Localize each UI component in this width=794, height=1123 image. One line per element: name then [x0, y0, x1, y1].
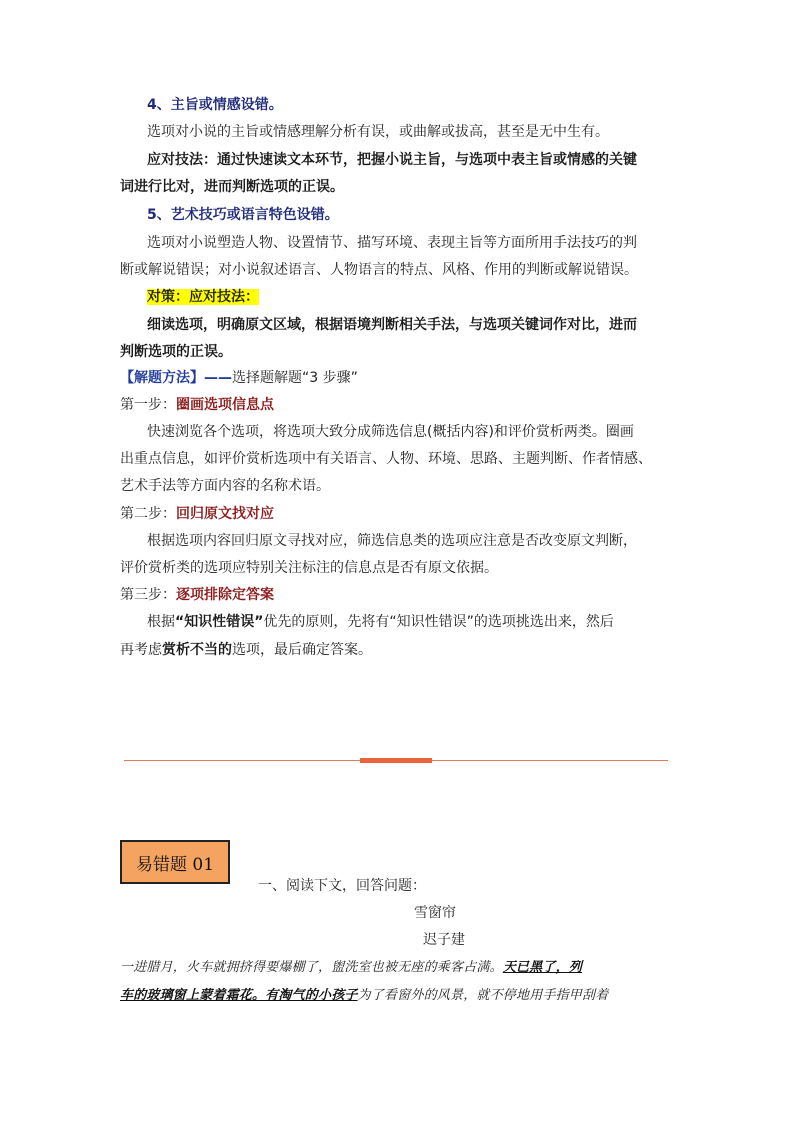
step2-line2: 评价赏析类的选项应特别关注标注的信息点是否有原文依据。	[120, 560, 498, 576]
step3-title: 逐项排除定答案	[176, 587, 274, 603]
item5-highlight: 对策：应对技法：	[147, 289, 259, 305]
story-line1-underlined: 天已黑了，列	[502, 960, 583, 975]
item5-strategy-line1: 细读选项，明确原文区域，根据语境判断相关手法，与选项关键词作对比，进而	[147, 317, 637, 333]
method-dash: ——	[204, 370, 232, 386]
step1-heading	[120, 395, 680, 415]
item5-description-line1: 选项对小说塑造人物、设置情节、描写环境、表现主旨等方面所用手法技巧的判	[147, 235, 637, 251]
item4-strategy-line1: 应对技法：通过快速读文本环节，把握小说主旨，与选项中表主旨或情感的关键	[147, 152, 637, 168]
step1-label: 第一步：	[120, 397, 176, 413]
item4-heading	[147, 95, 707, 115]
step3-line2-pre: 再考虑	[120, 642, 162, 658]
method-bracket-label: 【解题方法】	[120, 370, 204, 386]
item4-strategy-line2: 词进行比对，进而判断选项的正误。	[120, 179, 344, 195]
step2-heading	[120, 504, 680, 524]
story-line1-plain: 一进腊月，火车就拥挤得要爆棚了，盥洗室也被无座的乘客占满。	[120, 960, 503, 975]
story-line2-plain: 为了看窗外的风景，就不停地用手指甲刮着	[357, 988, 609, 1003]
step3-line2	[120, 640, 680, 660]
story-title: 雪窗帘	[414, 905, 456, 921]
item5-description-line2: 断或解说错误；对小说叙述语言、人物语言的特点、风格、作用的判断或解说错误。	[120, 262, 638, 278]
item5-heading	[147, 205, 707, 225]
method-subtitle: 选择题解题“3 步骤”	[232, 370, 358, 386]
step1-title: 圈画选项信息点	[176, 397, 274, 413]
item4-number: 4、	[147, 97, 171, 113]
item5-highlight-row	[147, 287, 707, 307]
step3-heading	[120, 585, 680, 605]
step2-title: 回归原文找对应	[176, 506, 274, 522]
exercise-tag: 易错题 01	[120, 840, 230, 884]
item4-title: 主旨或情感设错。	[170, 97, 283, 113]
exercise-prompt: 一、阅读下文，回答问题：	[258, 878, 426, 894]
step3-line1	[147, 612, 707, 632]
step1-line3: 艺术手法等方面内容的名称术语。	[120, 478, 330, 494]
step2-label: 第二步：	[120, 506, 176, 522]
item4-description: 选项对小说的主旨或情感理解分析有误，或曲解或拔高，甚至是无中生有。	[147, 124, 609, 140]
item5-strategy-line2: 判断选项的正误。	[120, 344, 232, 360]
story-author: 迟子建	[423, 932, 465, 948]
step1-line2: 出重点信息，如评价赏析选项中有关语言、人物、环境、思路、主题判断、作者情感、	[120, 451, 652, 467]
story-line2-underlined: 车的玻璃窗上蒙着霜花。有淘气的小孩子	[120, 988, 358, 1003]
story-paragraph-line1	[120, 958, 680, 978]
step2-line1: 根据选项内容回归原文寻找对应，筛选信息类的选项应注意是否改变原文判断，	[147, 533, 637, 549]
item5-title: 艺术技巧或语言特色设错。	[170, 207, 339, 223]
step3-line1-post: 优先的原则，先将有“知识性错误”的选项挑选出来，然后	[263, 614, 614, 630]
step1-line1: 快速浏览各个选项，将选项大致分成筛选信息(概括内容)和评价赏析两类。圈画	[147, 424, 634, 440]
section-divider-accent	[360, 758, 432, 763]
step3-line1-pre: 根据	[147, 614, 175, 630]
step3-line2-post: 选项，最后确定答案。	[232, 642, 372, 658]
step3-label: 第三步：	[120, 587, 176, 603]
story-paragraph-line2	[120, 986, 680, 1006]
item5-number: 5、	[147, 207, 171, 223]
step3-line2-bold: 赏析不当的	[162, 642, 232, 658]
step3-line1-bold: “知识性错误”	[175, 614, 264, 630]
method-heading	[120, 368, 680, 388]
